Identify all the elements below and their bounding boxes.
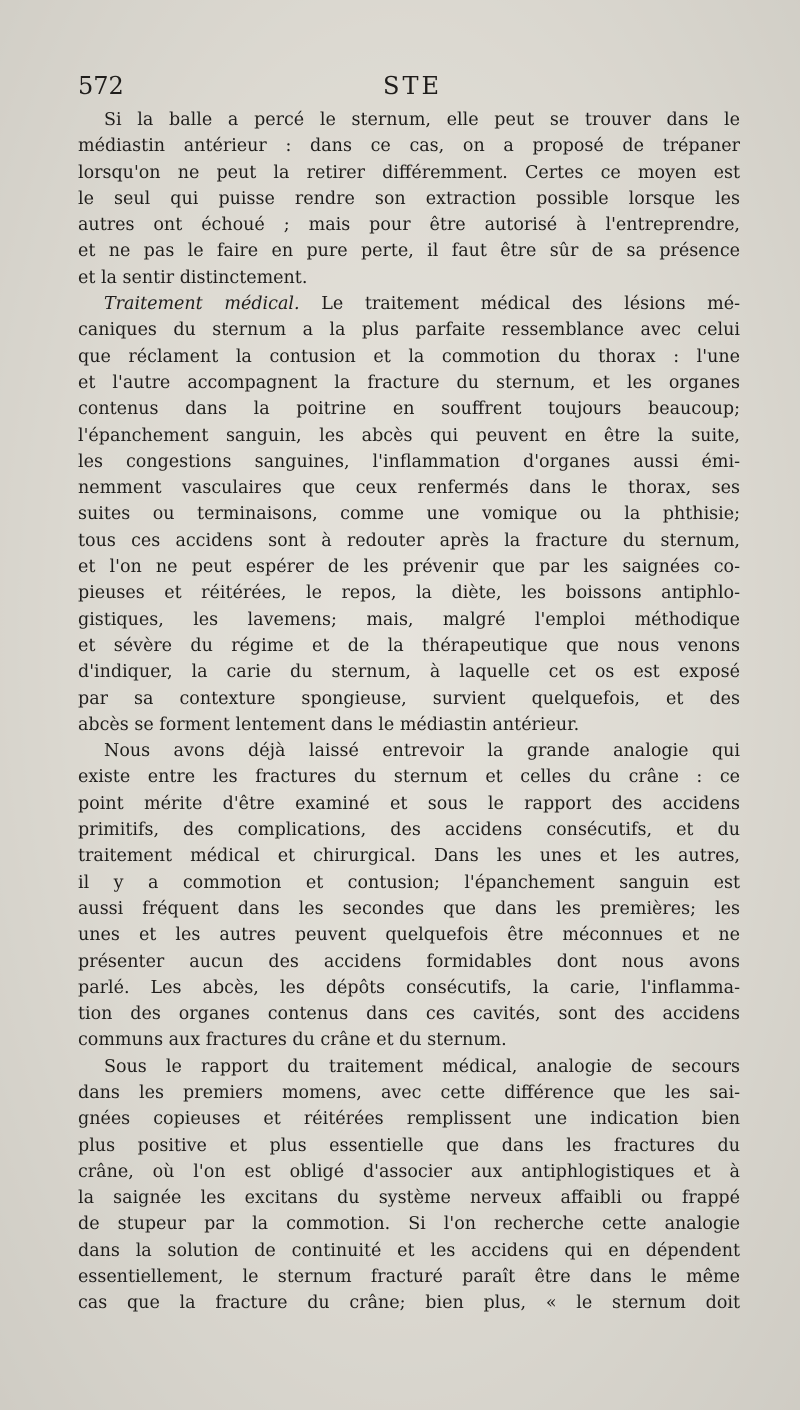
text-line: gistiques, les lavemens; mais, malgré l'emploi méthodique [78, 609, 740, 630]
text-line: Nous avons déjà laissé entrevoir la grande analogie qui [104, 741, 740, 762]
text-line: cas que la fracture du crâne; bien plus, « le sternum doit [78, 1293, 740, 1314]
text-line: crâne, où l'on est obligé d'associer aux antiphlogistiques et à [78, 1161, 740, 1182]
text-line: nemment vasculaires que ceux renfermés dans le thorax, ses [78, 478, 740, 499]
text-line: et sévère du régime et de la thérapeutique que nous venons [78, 635, 740, 656]
text-line: présenter aucun des accidens formidables dont nous avons [78, 951, 740, 972]
text-line: et l'autre accompagnent la fracture du sternum, et les organes [78, 372, 740, 393]
text-line: d'indiquer, la carie du sternum, à laquelle cet os est exposé [78, 662, 740, 683]
text-line: et ne pas le faire en pure perte, il faut être sûr de sa présence [78, 241, 740, 262]
text-line: unes et les autres peuvent quelquefois être méconnues et ne [78, 925, 740, 946]
text-line: suites ou terminaisons, comme une vomique ou la phthisie; [78, 504, 740, 525]
text-line: existe entre les fractures du sternum et celles du crâne : ce [78, 767, 740, 788]
page-header [78, 72, 740, 106]
text-line: primitifs, des complications, des accidens consécutifs, et du [78, 820, 740, 841]
text-line: Sous le rapport du traitement médical, analogie de secours [104, 1056, 740, 1077]
text-line: essentiellement, le sternum fracturé paraît être dans le même [78, 1267, 740, 1288]
text-line: tion des organes contenus dans ces cavités, sont des accidens [78, 1004, 740, 1025]
text-line: caniques du sternum a la plus parfaite ressemblance avec celui [78, 320, 740, 341]
text-line: autres ont échoué ; mais pour être autorisé à l'entreprendre, [78, 215, 740, 236]
text-line: médiastin antérieur : dans ce cas, on a proposé de trépaner [78, 136, 740, 157]
text-line: point mérite d'être examiné et sous le rapport des accidens [78, 793, 740, 814]
text-line: gnées copieuses et réitérées remplissent une indication bien [78, 1109, 740, 1130]
text-line [78, 291, 740, 317]
text-line: plus positive et plus essentielle que dans les fractures du [78, 1135, 740, 1156]
text-line: par sa contexture spongieuse, survient quelquefois, et des [78, 688, 740, 709]
text-line: l'épanchement sanguin, les abcès qui peuvent en être la suite, [78, 425, 740, 446]
text-line: traitement médical et chirurgical. Dans les unes et les autres, [78, 846, 740, 867]
text-line: la saignée les excitans du système nerveux affaibli ou frappé [78, 1188, 740, 1209]
paragraph [78, 291, 740, 738]
text-line: Si la balle a percé le sternum, elle peut se trouver dans le [104, 110, 740, 130]
text-line: que réclament la contusion et la commotion du thorax : l'une [78, 346, 740, 367]
section-heading: Traitement médical. [104, 294, 300, 315]
paragraph [78, 1054, 740, 1317]
text-line: abcès se forment lentement dans le médiastin antérieur. [78, 714, 580, 735]
heading-line-rest: Le traitement médical des lésions mé- [299, 294, 740, 315]
running-head: STE [383, 72, 442, 100]
text-line: contenus dans la poitrine en souffrent toujours beaucoup; [78, 399, 740, 420]
text-line: et l'on ne peut espérer de les prévenir que par les saignées co- [78, 557, 740, 578]
text-line: pieuses et réitérées, le repos, la diète, les boissons antiphlo- [78, 583, 740, 604]
page-number: 572 [78, 72, 124, 100]
text-line: lorsqu'on ne peut la retirer différemment. Certes ce moyen est [78, 162, 740, 183]
body-text [78, 107, 740, 1317]
text-line: dans les premiers momens, avec cette différence que les sai- [78, 1082, 740, 1103]
text-line: dans la solution de continuité et les accidens qui en dépendent [78, 1240, 740, 1261]
text-line: communs aux fractures du crâne et du sternum. [78, 1030, 507, 1051]
paragraph [78, 107, 740, 291]
text-line: de stupeur par la commotion. Si l'on recherche cette analogie [78, 1214, 740, 1235]
paragraph [78, 738, 740, 1054]
text-line: les congestions sanguines, l'inflammation d'organes aussi émi- [78, 451, 740, 472]
text-line: parlé. Les abcès, les dépôts consécutifs, la carie, l'inflamma- [78, 977, 740, 998]
text-line: tous ces accidens sont à redouter après la fracture du sternum, [78, 530, 740, 551]
text-line: et la sentir distinctement. [78, 267, 308, 288]
text-line: le seul qui puisse rendre son extraction possible lorsque les [78, 188, 740, 209]
text-line: il y a commotion et contusion; l'épanchement sanguin est [78, 872, 740, 893]
text-line: aussi fréquent dans les secondes que dans les premières; les [78, 898, 740, 919]
